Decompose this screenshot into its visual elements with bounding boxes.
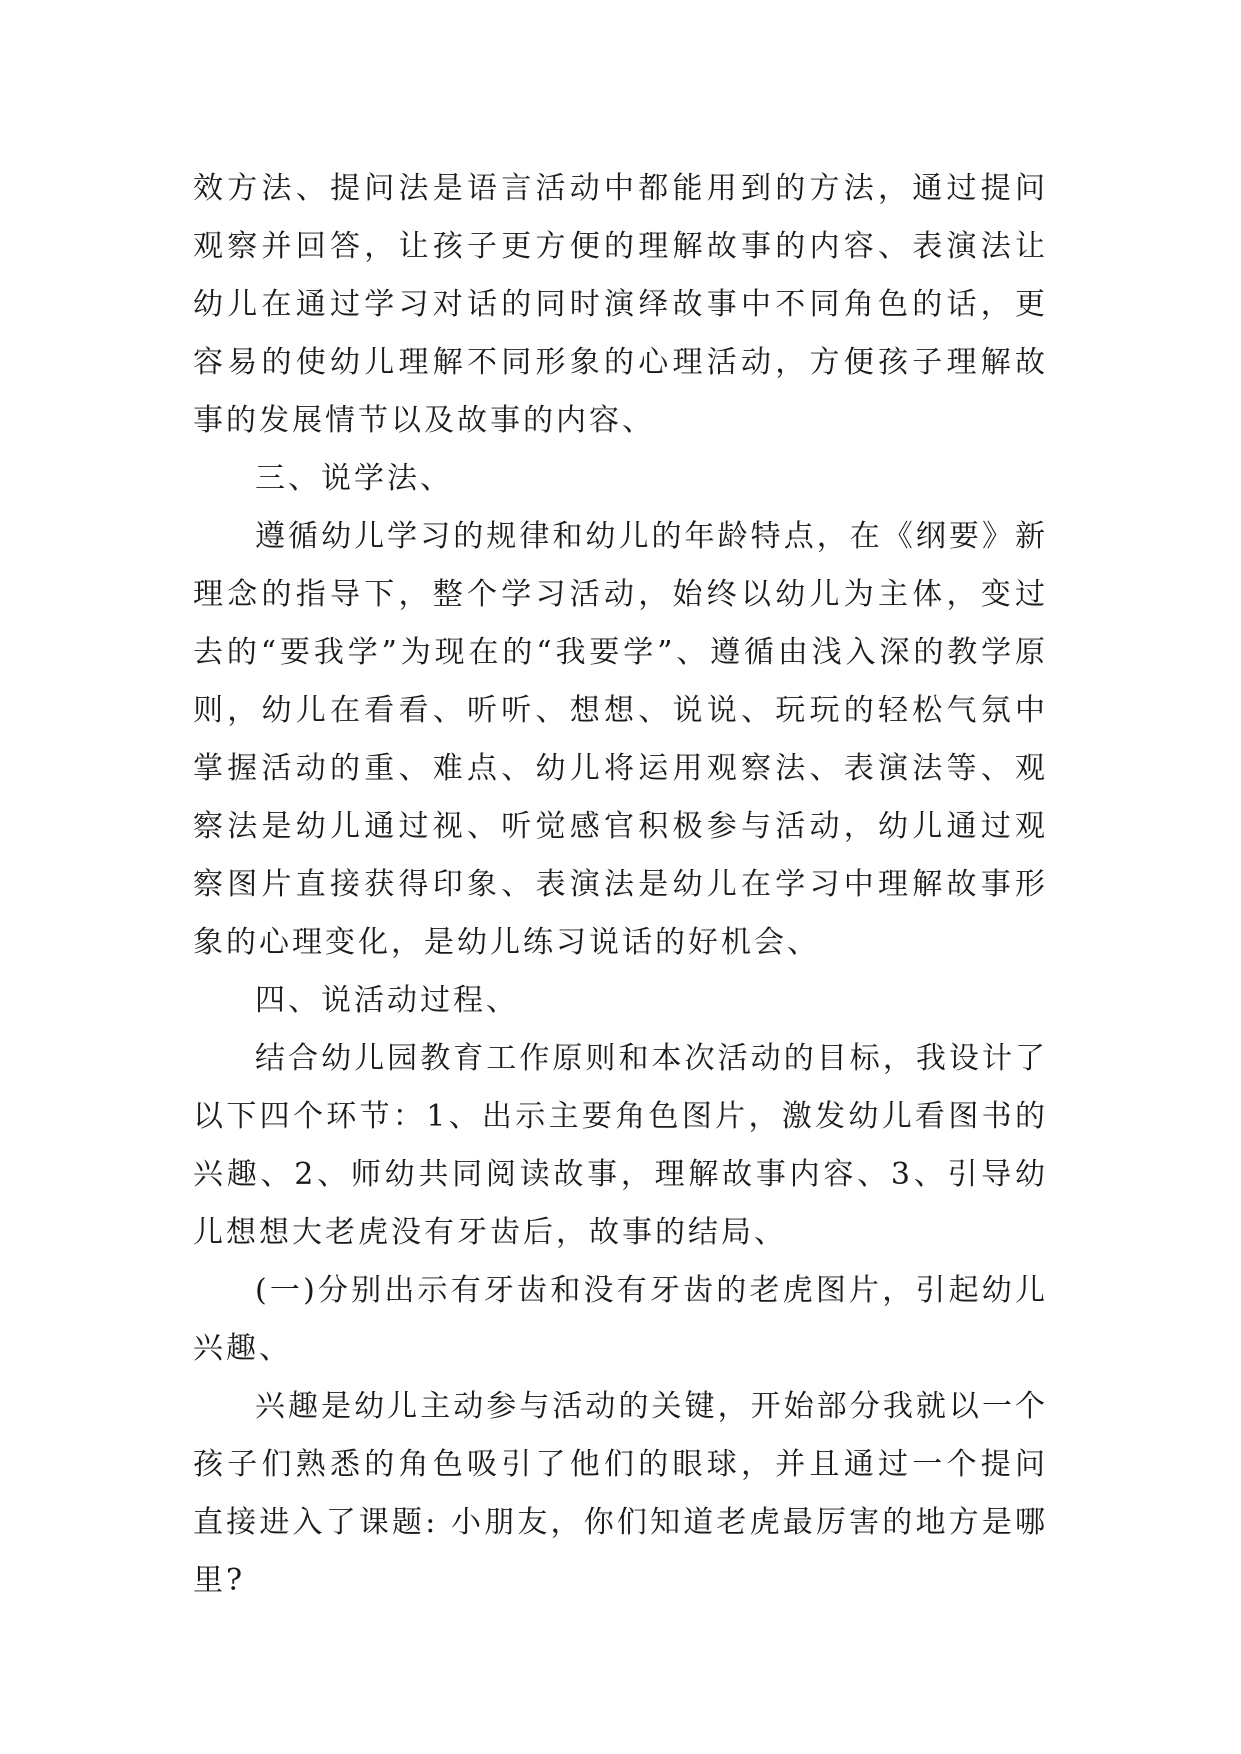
section-heading-learning-methods: 三、说学法、 <box>255 461 453 496</box>
paragraph-activity-process: 结合幼儿园教育工作原则和本次活动的目标，我设计了以下四个环节：1、出示主要角色图片，激发幼儿看图书的兴趣、2、师幼共同阅读故事，理解故事内容、3、引导幼儿想想大老虎没有牙齿后，故事的结局、 <box>193 1041 1048 1250</box>
paragraph-learning-methods: 遵循幼儿学习的规律和幼儿的年龄特点，在《纲要》新理念的指导下，整个学习活动，始终以幼儿为主体，变过去的“要我学”为现在的“我要学”、遵循由浅入深的教学原则，幼儿在看看、听听、想想、说说、玩玩的轻松气氛中掌握活动的重、难点、幼儿将运用观察法、表演法等、观察法是幼儿通过视、听觉感官积极参与活动，幼儿通过观察图片直接获得印象、表演法是幼儿在学习中理解故事形象的心理变化，是幼儿练习说话的好机会、 <box>193 519 1048 960</box>
section-heading-activity-process: 四、说活动过程、 <box>255 983 519 1018</box>
paragraph-interest: 兴趣是幼儿主动参与活动的关键，开始部分我就以一个孩子们熟悉的角色吸引了他们的眼球，并且通过一个提问直接进入了课题: 小朋友，你们知道老虎最厉害的地方是哪里? <box>193 1389 1048 1598</box>
subsection-heading-1: (一)分别出示有牙齿和没有牙齿的老虎图片，引起幼儿兴趣、 <box>193 1273 1048 1366</box>
document-body <box>193 160 1048 1610</box>
paragraph-continuation: 效方法、提问法是语言活动中都能用到的方法，通过提问观察并回答，让孩子更方便的理解故事的内容、表演法让幼儿在通过学习对话的同时演绎故事中不同角色的话，更容易的使幼儿理解不同形象的心理活动，方便孩子理解故事的发展情节以及故事的内容、 <box>193 171 1048 438</box>
